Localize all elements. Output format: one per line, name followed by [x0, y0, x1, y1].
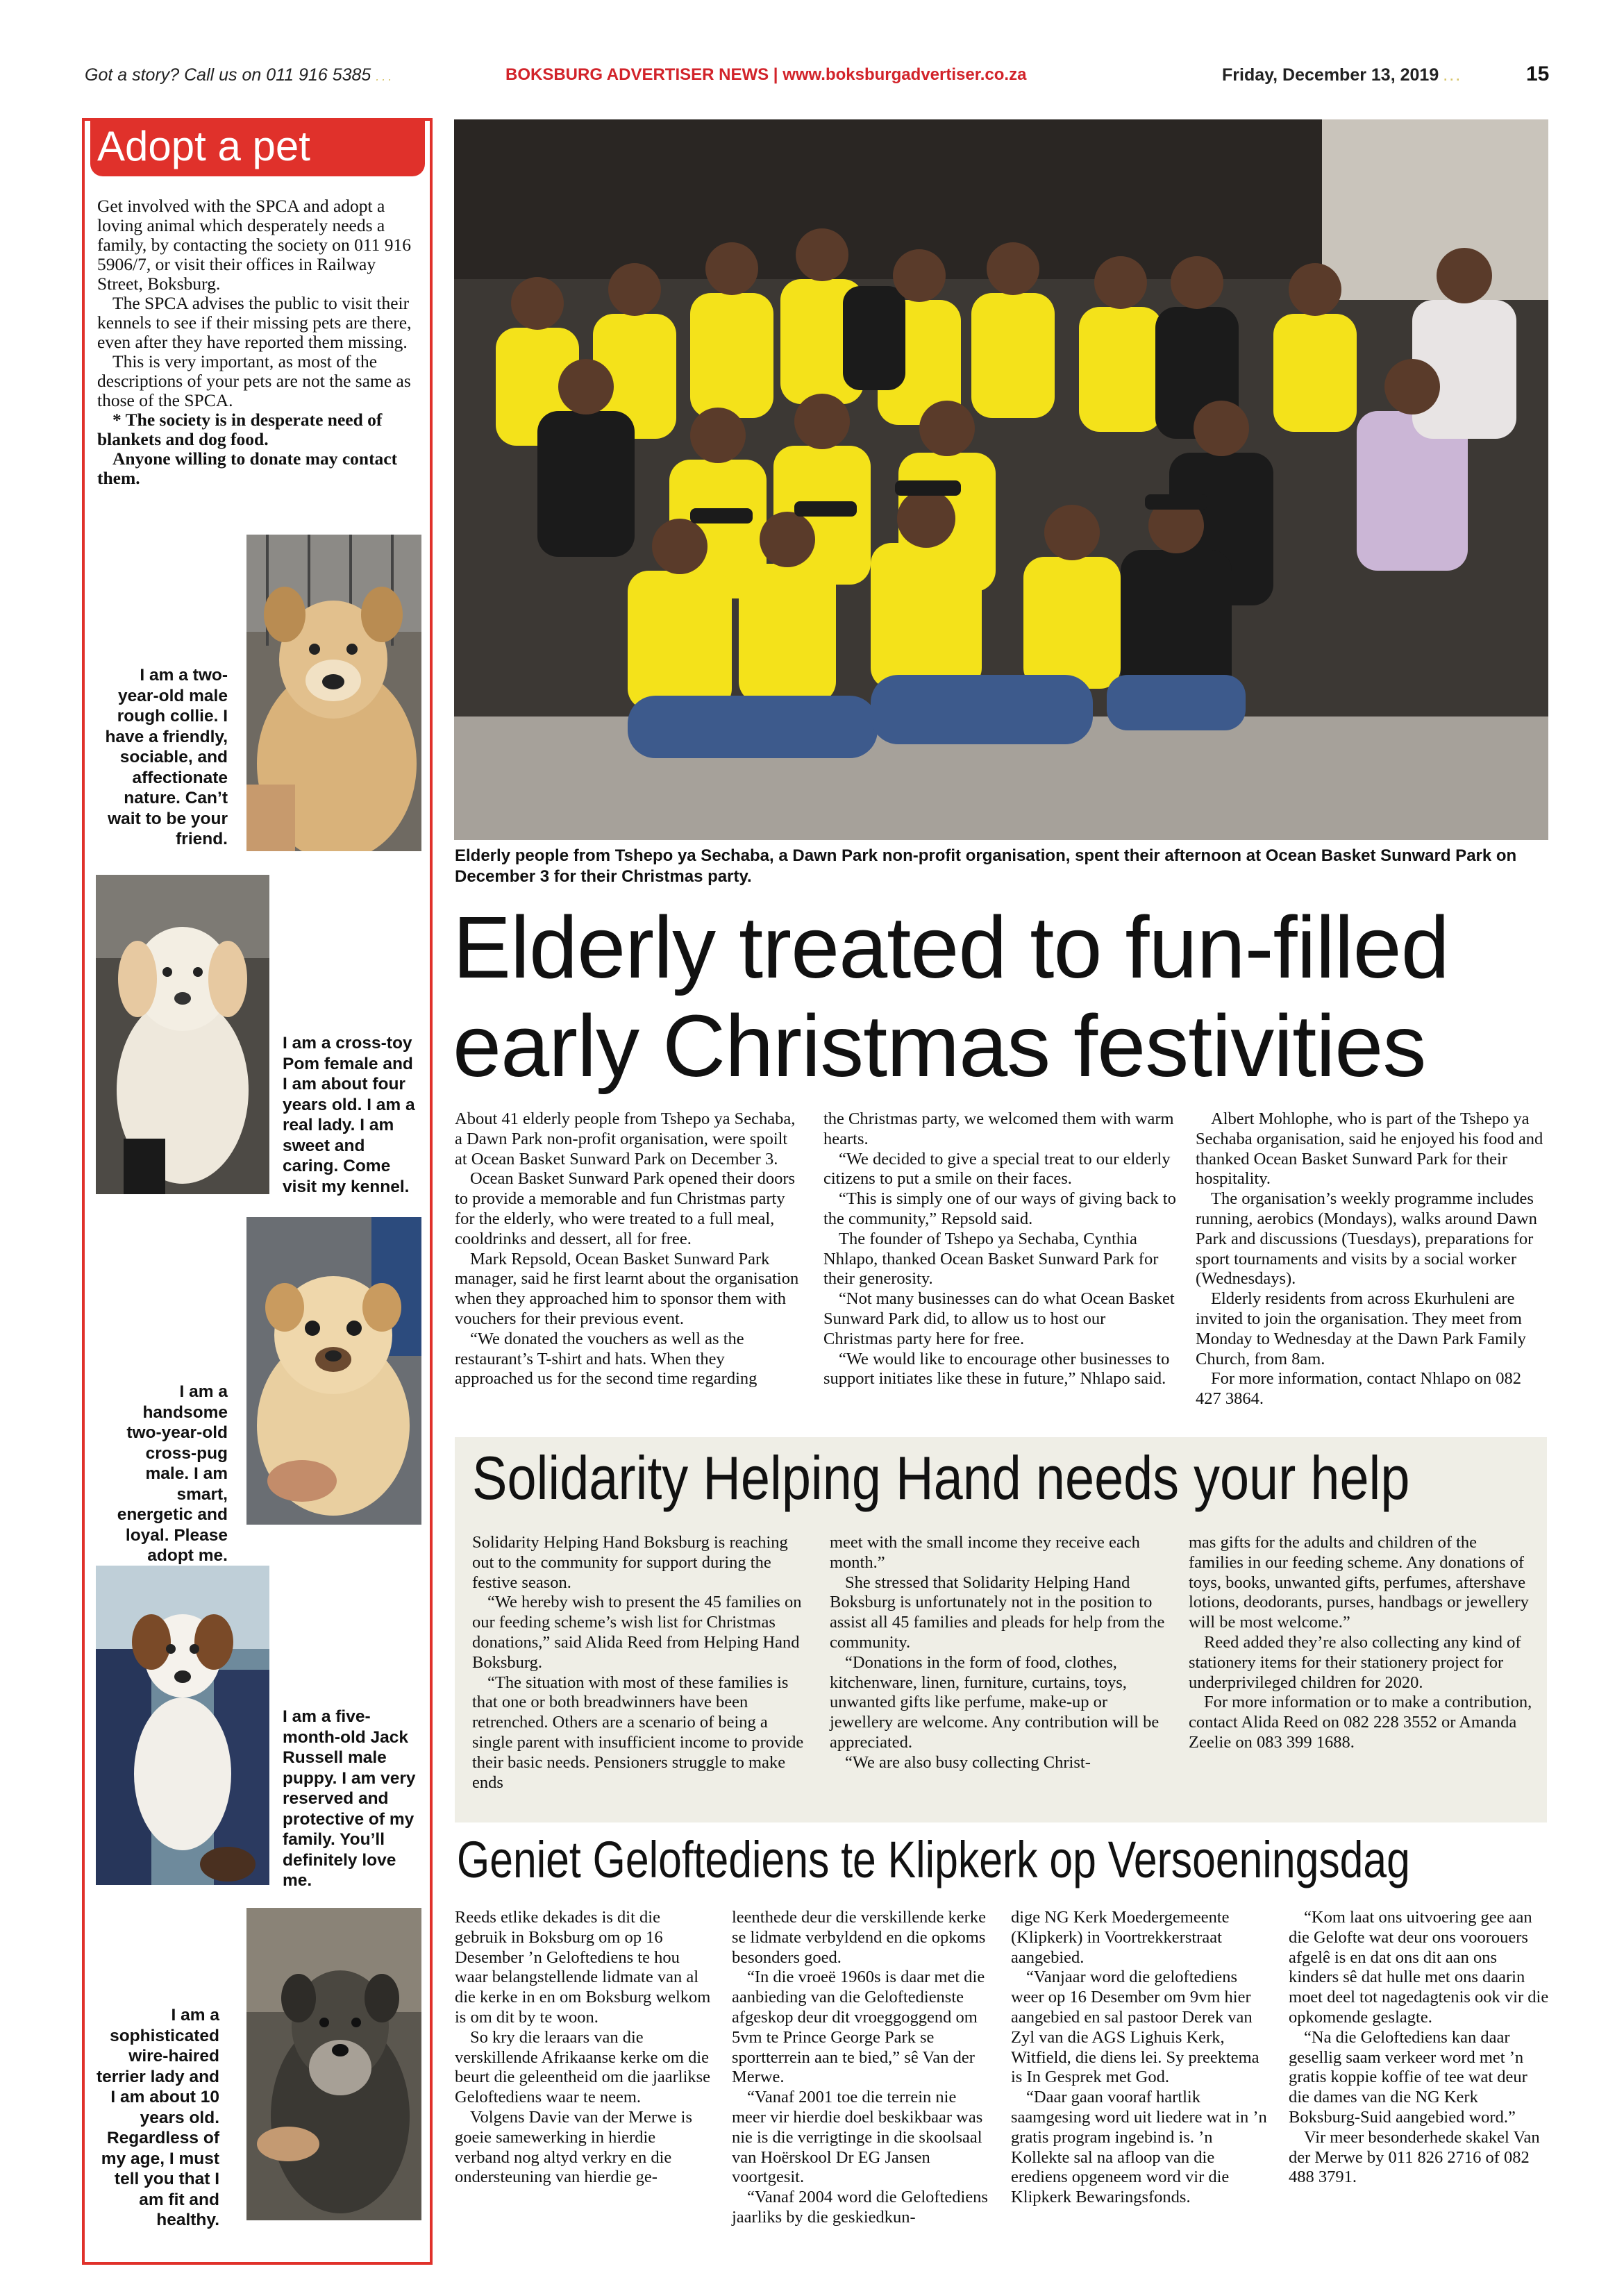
- pet-caption: I am a handsome two-year-old cross-pug male. I am smart, energetic and loyal. Please adopt me.: [117, 1382, 228, 1565]
- paragraph: “Vanaf 2004 word die Geloftediens jaarliks by die geskiedkun-: [732, 2188, 988, 2227]
- pet-photo-cross-pug: [246, 1217, 421, 1525]
- story3-column-3: [1011, 1908, 1268, 2208]
- story1-column-1: [455, 1109, 802, 1389]
- intro-appeal: * The society is in desperate need of blankets and dog food.: [97, 410, 383, 449]
- adopt-a-pet-title: Adopt a pet: [97, 123, 310, 169]
- paragraph: “We would like to encourage other businesses to support initiates like these in future,” Nhlapo said.: [823, 1349, 1170, 1389]
- paragraph: mas gifts for the adults and children of the families in our feeding scheme. Any donations of toys, books, unwanted gifts, perfumes, aftershave lotions, deodorants, purses, handbags or jewellery will be most welcome.”: [1189, 1533, 1529, 1632]
- paragraph: “The situation with most of these families is that one or both breadwinners have been retrenched. Others are a scenario of being a single parent with insufficient income to provide their basic needs. Pensioners struggle to make ends: [472, 1673, 804, 1792]
- story1-column-3: [1196, 1109, 1550, 1409]
- header-publication: BOKSBURG ADVERTISER NEWS | www.boksburgadvertiser.co.za: [505, 65, 1027, 84]
- paragraph: “In die vroeë 1960s is daar met die aanbieding van die Geloftedienste afgeskop deur dit vroeggoggend om 5vm te Prince George Park se sportterrein aan te bied,” sê Van der Merwe.: [732, 1968, 985, 2087]
- paragraph: Ocean Basket Sunward Park opened their doors to provide a memorable and fun Christmas party for the elderly, who were treated to a full meal, cooldrinks and dessert, all for free.: [455, 1169, 796, 1248]
- paragraph: “We decided to give a special treat to our elderly citizens to put a smile on their faces.: [823, 1149, 1171, 1189]
- story2-column-1: [472, 1533, 805, 1793]
- headline-line-1: Elderly treated to fun-filled: [453, 898, 1449, 996]
- paragraph: “We hereby wish to present the 45 families on our feeding scheme’s wish list for Christmas donations,” said Alida Reed from Helping Hand Boksburg.: [472, 1593, 802, 1672]
- paragraph: “Na die Geloftediens kan daar gesellig saam verkeer word met ’n gratis koppie koffie of tee wat deur die dames van die NG Kerk Boksburg-Suid aangebied word.”: [1289, 2027, 1527, 2127]
- paragraph: the Christmas party, we welcomed them with warm hearts.: [823, 1109, 1174, 1148]
- story1-column-2: [823, 1109, 1178, 1389]
- paragraph: She stressed that Solidarity Helping Hand Boksburg is unfortunately not in the position to assist all 45 families and pleads for help from the community.: [830, 1573, 1165, 1652]
- adopt-intro: [97, 196, 417, 488]
- paragraph: For more information, contact Nhlapo on 082 427 3864.: [1196, 1369, 1522, 1409]
- pet-photo-rough-collie: [246, 535, 421, 851]
- paragraph: “Not many businesses can do what Ocean Basket Sunward Park did, to allow us to host our Christmas party here for free.: [823, 1289, 1175, 1348]
- intro-paragraph: This is very important, as most of the descriptions of your pets are not the same as those of the SPCA.: [97, 351, 411, 410]
- paragraph: “Vanaf 2001 toe die terrein nie meer vir hierdie doel beskikbaar was nie is die verrigtinge in die skoolsaal van Hoërskool Dr EG Jansen voortgesit.: [732, 2088, 983, 2187]
- header-date: Friday, December 13, 2019 ...: [1222, 65, 1463, 85]
- intro-appeal: Anyone willing to donate may contact them.: [97, 449, 398, 488]
- paragraph: Albert Mohlophe, who is part of the Tshepo ya Sechaba organisation, said he enjoyed his food and thanked Ocean Basket Sunward Park for their hospitality.: [1196, 1109, 1543, 1189]
- geloftediens-headline: Geniet Geloftediens te Klipkerk op Versoeningsdag: [457, 1831, 1410, 1888]
- paragraph: “We are also busy collecting Christ-: [845, 1752, 1091, 1772]
- solidarity-headline: Solidarity Helping Hand needs your help: [472, 1443, 1410, 1512]
- story2-column-2: [830, 1533, 1170, 1773]
- paragraph: dige NG Kerk Moedergemeente (Klipkerk) in Voortrekkerstraat aangebied.: [1011, 1908, 1230, 1967]
- pet-caption: I am a two-year-old male rough collie. I have a friendly, sociable, and affectionate nature. Can’t wait to be your friend.: [105, 666, 228, 848]
- story2-column-3: [1189, 1533, 1532, 1753]
- paragraph: The organisation’s weekly programme includes running, aerobics (Mondays), walks around Dawn Park and discussions (Tuesdays), preparations for sport tournaments and visits by a social worker (Wednesdays).: [1196, 1189, 1537, 1289]
- story3-column-1: [455, 1908, 712, 2188]
- pet-photo-wire-haired-terrier: [246, 1908, 421, 2220]
- pet-caption: I am a sophisticated wire-haired terrier lady and I am about 10 years old. Regardless of my age, I must tell you that I am fit and healthy.: [96, 2006, 219, 2229]
- story3-column-4: [1289, 1908, 1550, 2188]
- story3-column-2: [732, 1908, 989, 2228]
- paragraph: The founder of Tshepo ya Sechaba, Cynthia Nhlapo, thanked Ocean Basket Sunward Park for their generosity.: [823, 1229, 1159, 1289]
- pet-caption: I am a cross-toy Pom female and I am about four years old. I am a real lady. I am sweet and caring. Come visit my kennel.: [283, 1034, 415, 1196]
- paragraph: About 41 elderly people from Tshepo ya Sechaba, a Dawn Park non-profit organisation, were spoilt at Ocean Basket Sunward Park on December 3.: [455, 1109, 796, 1168]
- paragraph: For more information or to make a contribution, contact Alida Reed on 082 228 3552 or Amanda Zeelie on 083 399 1688.: [1189, 1693, 1532, 1752]
- paragraph: Solidarity Helping Hand Boksburg is reaching out to the community for support during the festive season.: [472, 1533, 788, 1592]
- header-contact: Got a story? Call us on 011 916 5385 ...: [85, 65, 395, 85]
- paragraph: Volgens Davie van der Merwe is goeie samewerking in hierdie verband nog altyd verkry en die ondersteuning van hierdie ge-: [455, 2107, 693, 2187]
- paragraph: “Daar gaan vooraf hartlik saamgesing word uit liedere wat in ’n gratis program ingebind is. ’n Kollekte sal na afloop van die erediens opgeneem word vir die Klipkerk Bewaringsfonds.: [1011, 2088, 1267, 2207]
- paragraph: Mark Repsold, Ocean Basket Sunward Park manager, said he first learnt about the organisation when they approached him to sponsor them with vouchers for their previous event.: [455, 1249, 799, 1328]
- pet-caption: I am a five-month-old Jack Russell male puppy. I am very reserved and protective of my family. You’ll definitely love me.: [283, 1707, 416, 1890]
- pet-photo-cross-pom: [96, 875, 269, 1194]
- elderly-group-photo: [454, 119, 1548, 840]
- intro-paragraph: The SPCA advises the public to visit their kennels to see if their missing pets are there, even after they have reported them missing.: [97, 293, 412, 352]
- paragraph: leenthede deur die verskillende kerke se lidmate verbyldend en die opkoms besonders goed.: [732, 1908, 986, 1967]
- headline-line-2: early Christmas festivities: [453, 997, 1426, 1095]
- photo-caption: Elderly people from Tshepo ya Sechaba, a Dawn Park non-profit organisation, spent their afternoon at Ocean Basket Sunward Park on December 3 for their Christmas party.: [455, 846, 1517, 886]
- paragraph: Vir meer besonderhede skakel Van der Merwe by 011 826 2716 of 082 488 3791.: [1289, 2127, 1540, 2187]
- pet-photo-jack-russell: [96, 1566, 269, 1885]
- paragraph: Elderly residents from across Ekurhuleni are invited to join the organisation. They meet from Monday to Wednesday at the Dawn Park Family Church, from 8am.: [1196, 1289, 1526, 1368]
- paragraph: “Donations in the form of food, clothes, kitchenware, linen, furniture, curtains, toys, unwanted gifts like perfume, make-up or jewellery are welcome. Any contribution will be appreciated.: [830, 1652, 1160, 1752]
- paragraph: So kry die leraars van die verskillende Afrikaanse kerke om die beurt die geleentheid om die jaarlikse Geloftediens waar te neem.: [455, 2027, 711, 2107]
- paragraph: meet with the small income they receive each month.”: [830, 1533, 1140, 1572]
- page-number: 15: [1526, 62, 1550, 85]
- paragraph: “Vanjaar word die geloftediens weer op 16 Desember om 9vm hier aangebied en sal pastoor Derek van Zyl van die AGS Lighuis Kerk, Witfield, die diens lei. Sy preektema is In Gesprek met God.: [1011, 1968, 1259, 2087]
- paragraph: Reed added they’re also collecting any kind of stationery items for their stationery project for underprivileged children for 2020.: [1189, 1632, 1521, 1692]
- paragraph: Reeds etlike dekades is dit die gebruik in Boksburg om op 16 Desember ’n Geloftediens te hou waar belangstellende lidmate van al die kerke in en om Boksburg welkom is om dit by te woon.: [455, 1908, 711, 2027]
- paragraph: “We donated the vouchers as well as the restaurant’s T-shirt and hats. When they approached us for the second time regarding: [455, 1329, 757, 1389]
- intro-paragraph: Get involved with the SPCA and adopt a loving animal which desperately needs a family, by contacting the society on 011 916 5906/7, or visit their offices in Railway Street, Boksburg.: [97, 196, 412, 294]
- paragraph: “Kom laat ons uitvoering gee aan die Gelofte wat deur ons voorouers afgelê is en dat ons dit aan ons kinders sê dat hulle met ons daarin moet deel tot nagedagtenis ook vir die opkomende geslagte.: [1289, 1908, 1549, 2027]
- paragraph: “This is simply one of our ways of giving back to the community,” Repsold said.: [823, 1189, 1176, 1228]
